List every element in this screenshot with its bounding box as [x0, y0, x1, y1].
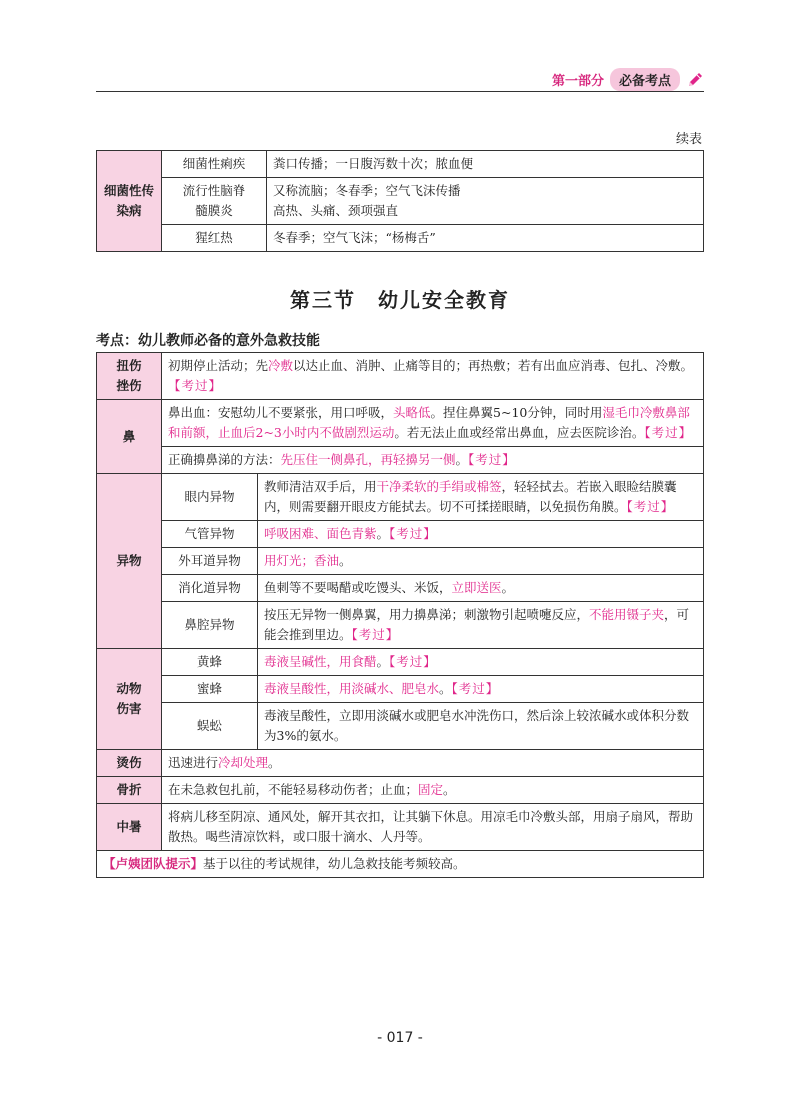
row-label: 中暑	[97, 804, 162, 851]
sub-label: 蜈蚣	[162, 703, 258, 750]
row-label	[97, 649, 162, 750]
desc-line: 又称流脑；冬春季；空气飞沫传播	[273, 183, 461, 198]
highlight: 干净柔软的手绢或棉签	[376, 479, 502, 494]
text: 迅速进行	[168, 755, 219, 770]
highlight: 冷敷	[268, 358, 294, 373]
text: 初期停止活动；先	[168, 358, 269, 373]
highlight: 呼吸困难、面色青紫	[264, 526, 377, 541]
sub-label: 气管异物	[162, 521, 258, 548]
row-content	[258, 521, 704, 548]
table-row	[97, 400, 704, 447]
text: 。	[268, 755, 281, 770]
exam-tag: 【考过】	[389, 654, 437, 669]
label-text: 动物伤害	[116, 681, 142, 716]
highlight: 不能用镊子夹	[589, 607, 665, 622]
row-label: 鼻	[97, 400, 162, 474]
text: 。	[501, 580, 515, 595]
highlight: 立即送医	[451, 580, 502, 595]
section-title: 第三节 幼儿安全教育	[290, 288, 510, 312]
row-label	[97, 353, 162, 400]
text: 。	[376, 526, 390, 541]
table-row	[97, 703, 704, 750]
row-content	[258, 649, 704, 676]
page-number: - 017 -	[377, 1030, 423, 1046]
row-label: 异物	[97, 474, 162, 649]
table-row	[97, 521, 704, 548]
text: 按压无异物一侧鼻翼，用力擤鼻涕；刺激物引起喷嚏反应，	[264, 607, 590, 622]
text: 正确擤鼻涕的方法：	[168, 452, 281, 467]
row-content	[162, 777, 704, 804]
row-content: 将病儿移至阴凉、通风处，解开其衣扣，让其躺下休息。用凉毛巾冷敷头部，用扇子扇风，帮助散热。喝些清凉饮料，或口服十滴水、人丹等。	[162, 804, 704, 851]
highlight: 湿毛巾冷敷鼻部和前额，止血后2~3小时内不做剧烈运动	[168, 405, 690, 440]
header-rule	[96, 91, 704, 92]
kaodian-title: 考点：幼儿教师必备的意外急救技能	[96, 333, 320, 349]
row-content	[162, 353, 704, 400]
disease-name-text: 流行性脑脊髓膜炎	[182, 183, 246, 218]
table-row	[97, 225, 704, 252]
table-row	[97, 353, 704, 400]
text: 教师清洁双手后，用	[264, 479, 377, 494]
sub-label: 鼻腔异物	[162, 602, 258, 649]
table-row	[97, 575, 704, 602]
highlight: 头略低	[393, 405, 431, 420]
row-content	[258, 575, 704, 602]
highlight: 先压住一侧鼻孔，再轻擤另一侧	[280, 452, 456, 467]
row-content	[258, 676, 704, 703]
tip-label: 【卢姨团队提示】	[103, 856, 204, 871]
row-label: 骨折	[97, 777, 162, 804]
row-content: 毒液呈酸性，立即用淡碱水或肥皂水冲洗伤口，然后涂上较浓碱水或体积分数为3%的氨水。	[258, 703, 704, 750]
desc-line: 高热、头痛、颈项强直	[273, 203, 399, 218]
header-part: 第一部分	[551, 74, 604, 89]
pencil-icon	[686, 71, 704, 89]
label-text: 扭伤挫伤	[116, 358, 142, 393]
sub-label: 眼内异物	[162, 474, 258, 521]
disease-desc: 冬春季；空气飞沫；“杨梅舌”	[267, 225, 704, 252]
text: 以达止血、消肿、止痛等目的；再热敷；若有出血应消毒、包扎、冷敷。	[293, 358, 694, 373]
disease-desc	[267, 178, 704, 225]
exam-tag: 【考过】	[468, 452, 516, 467]
text: 。	[455, 452, 469, 467]
text: 。若无法止血或经常出鼻血，应去医院诊治。	[394, 425, 645, 440]
row-content	[258, 602, 704, 649]
row-content	[162, 750, 704, 777]
table-row	[97, 548, 704, 575]
disease-name: 细菌性痢疾	[162, 151, 267, 178]
disease-name	[162, 178, 267, 225]
row-content	[258, 474, 704, 521]
text: ，轻轻拭去。若嵌入眼睑结膜囊内，则需要翻开眼皮方能拭去。切不可揉搓眼睛，以免损伤角膜。	[264, 479, 677, 514]
sub-label: 蜜蜂	[162, 676, 258, 703]
highlight: 毒液呈酸性，用淡碱水、肥皂水	[264, 681, 440, 696]
table-row	[97, 151, 704, 178]
exam-tag: 【考过】	[389, 526, 437, 541]
text: 。	[376, 654, 390, 669]
exam-tag: 【考过】	[644, 425, 693, 440]
row-label: 烫伤	[97, 750, 162, 777]
table-row	[97, 474, 704, 521]
page-header	[96, 66, 704, 92]
text: 鱼刺等不要喝醋或吃馒头、米饭，	[264, 580, 452, 595]
row-content	[162, 447, 704, 474]
table-row	[97, 602, 704, 649]
text: 在未急救包扎前，不能轻易移动伤者；止血；	[168, 782, 419, 797]
sub-label: 消化道异物	[162, 575, 258, 602]
exam-tag: 【考过】	[626, 499, 675, 514]
highlight: 冷却处理	[218, 755, 269, 770]
row-content	[258, 548, 704, 575]
highlight: 毒液呈碱性，用食醋	[264, 654, 377, 669]
exam-tag: 【考过】	[451, 681, 500, 696]
disease-desc: 粪口传播；一日腹泻数十次；脓血便	[267, 151, 704, 178]
text: 。	[443, 782, 456, 797]
sub-label: 外耳道异物	[162, 548, 258, 575]
row-content	[162, 400, 704, 447]
header-subject: 必备考点	[610, 68, 680, 91]
table-row	[97, 649, 704, 676]
continued-label: 续表	[675, 132, 702, 147]
category-cell: 细菌性传染病	[97, 151, 162, 252]
highlight: 固定	[418, 782, 444, 797]
tip-text: 基于以往的考试规律，幼儿急救技能考频较高。	[203, 856, 466, 871]
sub-label: 黄蜂	[162, 649, 258, 676]
table-row	[97, 750, 704, 777]
text: ，可能会推到里边。	[264, 607, 690, 642]
exam-tag: 【考过】	[168, 378, 223, 393]
table-row	[97, 804, 704, 851]
tip-row	[97, 851, 704, 878]
table-row	[97, 676, 704, 703]
text: 。	[439, 681, 452, 696]
tip-cell	[97, 851, 704, 878]
disease-name: 猩红热	[162, 225, 267, 252]
highlight: 用灯光；香油	[264, 553, 340, 568]
text: 。捏住鼻翼5~10分钟，同时用	[430, 405, 603, 420]
text: 鼻出血：安慰幼儿不要紧张，用口呼吸，	[168, 405, 394, 420]
first-aid-table	[96, 352, 704, 878]
text: 。	[339, 553, 352, 568]
table-row	[97, 447, 704, 474]
table-row	[97, 178, 704, 225]
table-row	[97, 777, 704, 804]
infectious-disease-table	[96, 150, 704, 252]
exam-tag: 【考过】	[351, 627, 400, 642]
header-right	[552, 68, 704, 91]
